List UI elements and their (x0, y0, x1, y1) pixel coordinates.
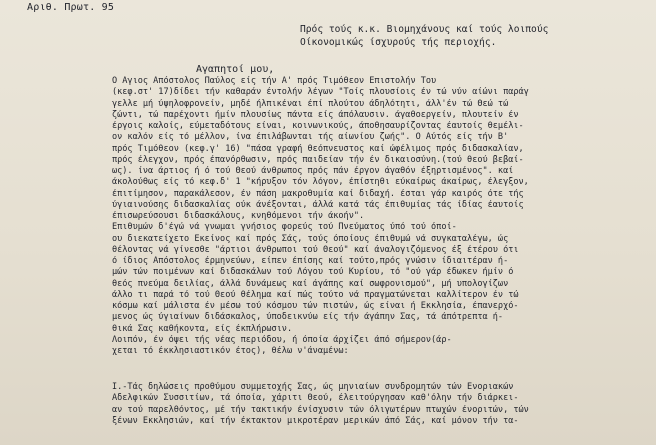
text-line: (κεφ.στ' 17)δίδει τήν καθαράν έντολήν λέγων "Τοίς πλουσίοις έν τώ νύν αίώνι παράγ (112, 87, 529, 98)
text-line: πρός έλεγχον, πρός έπανόρθωσιν, πρός παιδείαν τήν έν δικαιοσύνη.(τού θεού βεβαί- (112, 154, 524, 165)
text-line: έπισωρεύσουσι διδασκάλους, κνηθόμενοι τήν άκοήν". (112, 211, 365, 221)
reference-number: Αριθ. Πρωτ. 95 (27, 2, 115, 13)
text-line: Επιθυμών δ'έγώ νά γνωμαι γνήσιος φορεύς τού Πνεύματος ύπό τού όποί- (112, 222, 457, 233)
text-line: πρός Τιμόθεον (κεφ.γ' 16) "πάσα γραφή θεόπνευστος καί ώφέλιμος πρός διδασκαλίαν, (112, 143, 524, 154)
text-line: ύγιαινούσης διδασκαλίας ούκ άνέξονται, άλλά κατά τάς έπιθυμίας τάς ίδίας έαυτοίς (112, 199, 524, 210)
text-line: θεός πνεύμα δειλίας, άλλά δυνάμεως καί άγάπης καί σωφρονισμού", μή υπολογίζων (112, 278, 509, 289)
list-line: Αδελφικών Συσσιτίων, τά όποία, χάριτι Θεού, έλειτούργησαν καθ'όλην τήν διάρκει- (112, 393, 519, 404)
letter-list (112, 382, 652, 427)
text-line: ον καλόν είς τό μέλλον, ίνα έπιλάβωνται τής αίωνίου ζωής". Ο Αύτός είς τήν Β' (112, 132, 509, 143)
text-line: άλλο τι παρά τό τού Θεού θέλημα καί πώς τούτο νά πραγματώνεται καλλίτερον έν τώ (112, 289, 519, 300)
text-line: ζώντι, τώ παρέχοντι ήμίν πλουσίως πάντα είς άπόλαυσιν. άγαθοεργείν, πλουτείν έν (112, 109, 519, 120)
letter-body (112, 76, 652, 357)
addressee-line: Πρός τούς κ.κ. Βιομηχάνους καί τούς λοιπούς (300, 24, 549, 35)
text-line: κόσμω καί μάλιστα έν μέσω τού κόσμου τών πιστών, ώς είναι ή Εκκλησία, έπανερχό- (112, 301, 519, 311)
list-line: ξένων Εκκλησιών, καί τήν έκτακτον μικροτέραν μερικών άπό Σάς, καί μόνον τήν τα- (112, 415, 519, 426)
text-line: Ο Αγιος Απόστολος Παύλος είς τήν Α' πρός Τιμόθεον Επιστολήν Του (112, 76, 437, 86)
text-line: ου διεκατείχετο Εκείνος καί πρός Σάς, τούς όποίους έπιθυμώ νά συγκαταλέγω, ώς (112, 233, 509, 244)
text-line: έπιτίμησον, παρακάλεσον, έν πάση μακροθυμία καί διδαχή. έσται γάρ καιρός ότε τής (112, 188, 524, 199)
list-line: Ι.-Τάς δηλώσεις προθύμου συμμετοχής Σας, ώς μηνιαίων συνδρομητών τών Ενοριακών (112, 382, 514, 392)
list-line: αν τού παρελθόντος, μέ τήν τακτικήν ένίσχυσιν τών όλιγωτέρων πτωχών ένοριτών, τών (112, 404, 529, 415)
text-line: έργοις καλοίς, εύμεταδότους είναι, κοινωνικούς, άποθησαυρίζοντας έαυτοίς θεμέλι- (112, 121, 524, 131)
addressee-line: Οίκονομικώς ίσχυρούς τής περιοχής. (300, 36, 497, 48)
text-line: μενος ώς ύγιαίνων διδάσκαλος, ύποδεικνύω είς τήν άγάπην Σας, τά άπότρεπτα ή- (112, 312, 504, 323)
text-line: μών τών ποιμένων καί διδασκάλων τού Λόγου τού Κυρίου, τό "ού γάρ έδωκεν ήμίν ό (112, 267, 514, 278)
text-line: Λοιπόν, έν όψει τής νέας περιόδου, ή όποία άρχίζει άπό σήμερον(άρ- (112, 334, 452, 345)
salutation: Αγαπητοί μου, (196, 64, 275, 75)
text-line: ως). ίνα άρτιος ή ό τού Θεού άνθρωπος πρός πάν έργον άγαθόν έξηρτισμένος". καί (112, 166, 514, 176)
text-line: χεται τό έκκλησιαστικόν έτος), θέλω ν'άναμένω: (112, 346, 349, 356)
text-line: ό ίδιος Απόστολος έρμηνεύων, είπεν έπίσης καί τούτο,πρός γνώσιν ίδιαιτέραν ή- (112, 256, 509, 266)
text-line: άκολούθως είς τό κεφ.δ' 1 "κήρυξον τόν λόγον, έπίστηθι εύκαίρως άκαίρως, έλεγξον, (112, 177, 529, 188)
addressee-block (300, 24, 650, 49)
text-line: γελλε μή ύψηλοφρονείν, μηδέ ήλπικέναι έπί πλούτου άδηλότητι, άλλ'έν τώ Θεώ τώ (112, 98, 509, 109)
text-line: θέλοντας νά γίνεσθε "άρτιοι άνθρωποι τού Θεού" καί άναλογιζόμενος έξ έτέρου ότι (112, 244, 519, 255)
text-line: θικά Σας καθήκοντα, είς έκπλήρωσιν. (112, 323, 293, 334)
